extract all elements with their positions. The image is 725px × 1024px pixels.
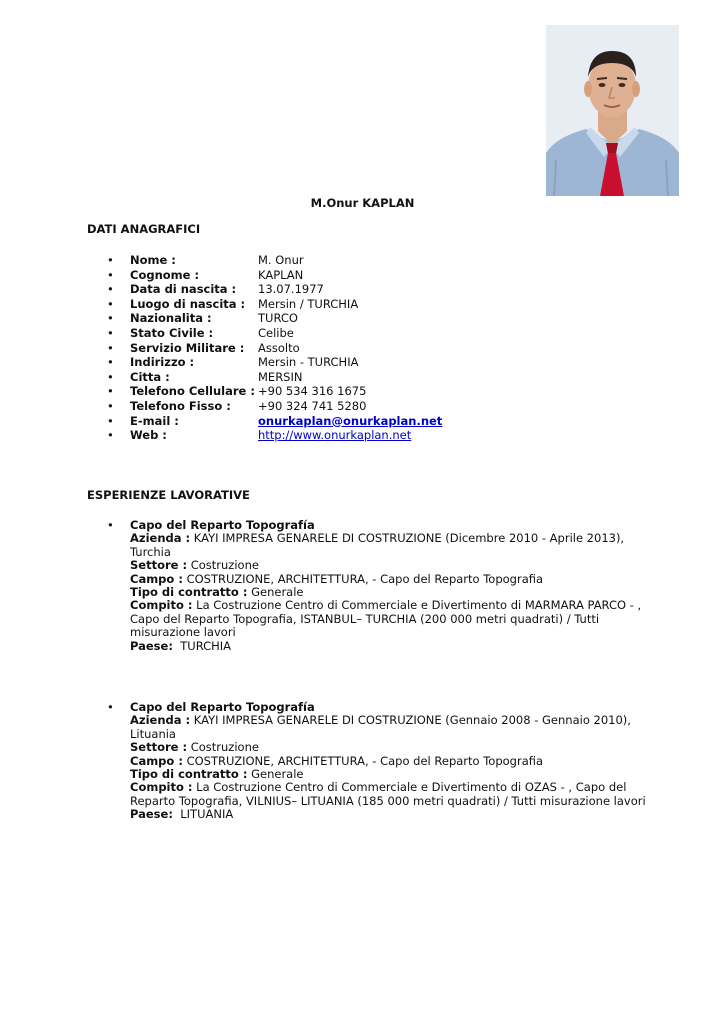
contract-label: Tipo di contratto : [130,767,248,782]
field-value: KAPLAN [258,267,304,282]
field-label: Nazionalita : [130,311,212,326]
section-title-experience: ESPERIENZE LAVORATIVE [87,488,250,502]
field-value: COSTRUZIONE, ARCHITETTURA, - Capo del Reparto Topografia [182,753,544,768]
field-label: Citta : [130,369,170,384]
task-label: Compito : [130,780,193,795]
field-value: 13.07.1977 [258,282,324,297]
full-name-text: M.Onur KAPLAN [310,196,415,210]
field-value [258,428,411,443]
company-label: Azienda : [130,713,191,728]
country-label: Paese: [130,807,173,822]
job-sector [130,559,647,572]
country-label: Paese: [130,638,173,653]
job-company [130,532,647,559]
field-value: TURCO [258,311,298,326]
field-value [258,414,442,429]
bullet-icon: • [107,311,114,326]
bullet-icon: • [107,253,114,267]
job-country [130,808,647,821]
field-label: Campo : [130,571,183,586]
bullet-icon: • [107,282,114,297]
bullet-icon: • [107,398,114,413]
field-label: Campo : [130,753,183,768]
email-link[interactable]: onurkaplan@onurkaplan.net [258,413,443,428]
list-item [87,384,442,399]
field-label: E-mail : [130,413,179,428]
personal-data-list [87,253,442,443]
job-contract [130,768,647,781]
list-item [87,519,647,653]
field-label: Data di nascita : [130,282,237,297]
section-title-personal: DATI ANAGRAFICI [87,222,201,236]
job-details [130,701,647,822]
profile-photo [546,25,679,196]
field-label: Indirizzo : [130,355,195,370]
bullet-icon: • [107,340,114,355]
field-label: Luogo di nascita : [130,296,246,311]
job-entry-2 [87,701,647,822]
country-value: TURCHIA [172,638,232,653]
list-item [87,297,442,312]
list-item [87,399,442,414]
bullet-icon: • [107,384,114,399]
contract-value: Generale [247,767,304,782]
field-value: COSTRUZIONE, ARCHITETTURA, - Capo del Reparto Topografia [182,571,544,586]
job-entry-1 [87,519,647,653]
bullet-icon: • [107,700,114,714]
list-item [87,253,442,268]
bullet-icon: • [107,413,114,428]
sector-value: Costruzione [187,558,259,573]
job-task [130,781,647,808]
field-value: Assolto [258,340,300,355]
field-value: M. Onur [258,253,304,267]
job-sector [130,741,647,754]
job-field [130,755,647,768]
bullet-icon: • [107,518,114,532]
job-company [130,714,647,741]
field-label: Web : [130,428,167,443]
field-label: Telefono Cellulare : [130,384,255,399]
list-item [87,311,442,326]
field-label: Nome : [130,253,176,267]
sector-value: Costruzione [187,740,259,755]
task-label: Compito : [130,598,193,613]
bullet-icon: • [107,296,114,311]
company-value: KAYI IMPRESA GENARELE DI COSTRUZIONE (Dicembre 2010 - Aprile 2013), Turchia [130,531,625,559]
candidate-name [0,196,725,210]
list-item [87,326,442,341]
country-value: LITUANIA [172,807,234,822]
job-field [130,573,647,586]
portrait-image [546,25,679,196]
list-item [87,355,442,370]
job-role: Capo del Reparto Topografía [130,700,315,714]
bullet-icon: • [107,325,114,340]
list-item [87,341,442,356]
list-item [87,268,442,283]
job-contract [130,586,647,599]
field-value: Mersin - TURCHIA [258,355,359,370]
field-value: MERSIN [258,369,303,384]
field-value: Celibe [258,325,294,340]
company-label: Azienda : [130,531,191,546]
bullet-icon: • [107,369,114,384]
website-link[interactable]: http://www.onurkaplan.net [258,428,412,443]
job-role: Capo del Reparto Topografía [130,518,315,532]
field-label: Servizio Militare : [130,340,245,355]
field-label: Cognome : [130,267,200,282]
sector-label: Settore : [130,558,188,573]
list-item [87,370,442,385]
task-value: La Costruzione Centro di Commerciale e Divertimento di MARMARA PARCO - , Capo del Reparto Topografia, ISTANBUL– TURCHIA (200 000 metri quadrati) / Tutti misurazione lavori [130,598,642,640]
bullet-icon: • [107,355,114,370]
bullet-icon: • [107,428,114,443]
field-value: +90 324 741 5280 [258,398,367,413]
job-details [130,519,647,653]
task-value: La Costruzione Centro di Commerciale e Divertimento di OZAS - , Capo del Reparto Topografia, VILNIUS– LITUANIA (185 000 metri quadrati) / Tutti misurazione lavori [130,780,646,808]
contract-value: Generale [247,585,304,600]
job-task [130,599,647,639]
job-country [130,640,647,653]
list-item [87,282,442,297]
field-value: Mersin / TURCHIA [258,296,359,311]
list-item [87,414,442,429]
list-item [87,428,442,443]
sector-label: Settore : [130,740,188,755]
list-item [87,701,647,822]
contract-label: Tipo di contratto : [130,585,248,600]
company-value: KAYI IMPRESA GENARELE DI COSTRUZIONE (Gennaio 2008 - Gennaio 2010), Lituania [130,713,631,741]
bullet-icon: • [107,267,114,282]
field-label: Stato Civile : [130,325,214,340]
field-label: Telefono Fisso : [130,398,231,413]
field-value: +90 534 316 1675 [258,384,367,399]
